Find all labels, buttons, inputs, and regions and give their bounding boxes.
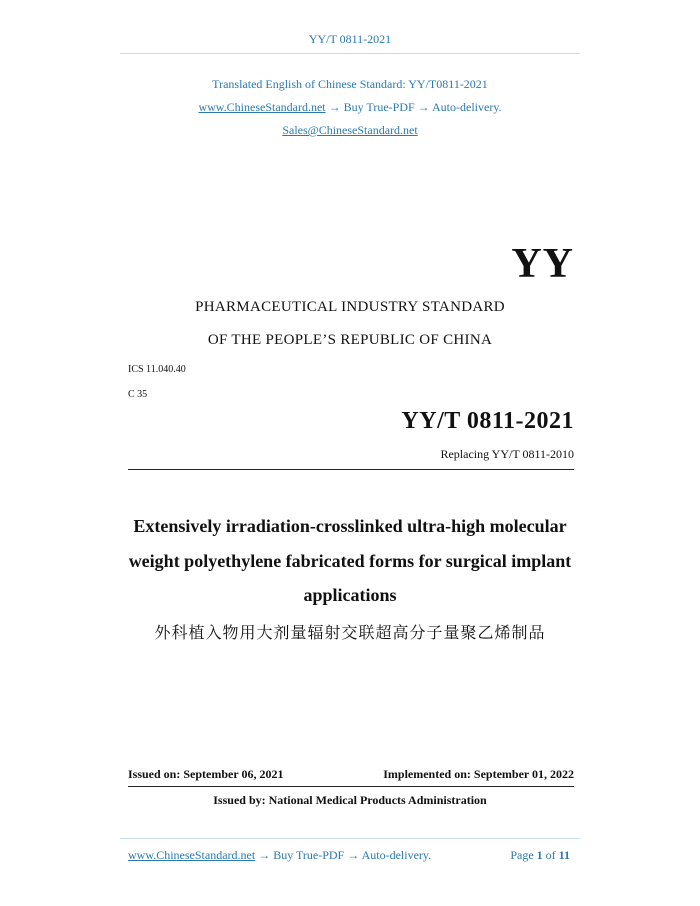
standard-number: YY/T 0811-2021 [401, 408, 574, 434]
promo-buy-text: Buy True-PDF [343, 100, 415, 114]
standard-logo: YY [511, 241, 574, 287]
promo-delivery-text: Auto-delivery. [432, 100, 502, 114]
header-divider [120, 53, 580, 54]
promo-email-link[interactable]: Sales@ChineseStandard.net [282, 123, 418, 137]
ccs-code: C 35 [128, 389, 148, 400]
page-number [510, 848, 570, 863]
header-code: YY/T 0811-2021 [308, 32, 392, 46]
title-chinese: 外科植入物用大剂量辐射交联超高分子量聚乙烯制品 [154, 623, 546, 642]
title-line1: Extensively irradiation-crosslinked ultra-high molecular [133, 516, 567, 536]
promo-email-line [0, 123, 700, 138]
promo-site-link[interactable]: www.ChineseStandard.net [198, 100, 326, 114]
footer-buy-text: Buy True-PDF [273, 848, 345, 862]
title-divider [128, 469, 574, 470]
standard-name-line1: PHARMACEUTICAL INDUSTRY STANDARD [195, 299, 505, 315]
arrow-right-icon: → [328, 100, 341, 114]
replacing-note: Replacing YY/T 0811-2010 [440, 447, 574, 461]
title-line3: applications [303, 585, 397, 605]
standard-name-line2: OF THE PEOPLE’S REPUBLIC OF CHINA [207, 332, 493, 348]
ics-code: ICS 11.040.40 [128, 364, 186, 375]
arrow-right-icon: → [258, 848, 271, 862]
promo-links-line [0, 100, 700, 115]
issued-on: Issued on: September 06, 2021 [128, 767, 284, 781]
footer-divider [120, 838, 580, 839]
issued-by: Issued by: National Medical Products Administration [213, 793, 487, 807]
arrow-right-icon: → [347, 848, 360, 862]
footer-site-link[interactable]: www.ChineseStandard.net [128, 848, 256, 862]
issue-divider [128, 786, 574, 787]
implemented-on: Implemented on: September 01, 2022 [383, 767, 574, 781]
page-current: 1 [536, 848, 543, 862]
footer-delivery-text: Auto-delivery. [361, 848, 432, 862]
arrow-right-icon: → [417, 100, 430, 114]
title-line2: weight polyethylene fabricated forms for surgical implant [128, 551, 572, 571]
promo-translation-line: Translated English of Chinese Standard: YY/T0811-2021 [212, 77, 488, 91]
page-total: 11 [558, 848, 570, 862]
page-prefix: Page [510, 848, 534, 862]
page-of: of [545, 848, 556, 862]
footer-links [128, 848, 431, 863]
